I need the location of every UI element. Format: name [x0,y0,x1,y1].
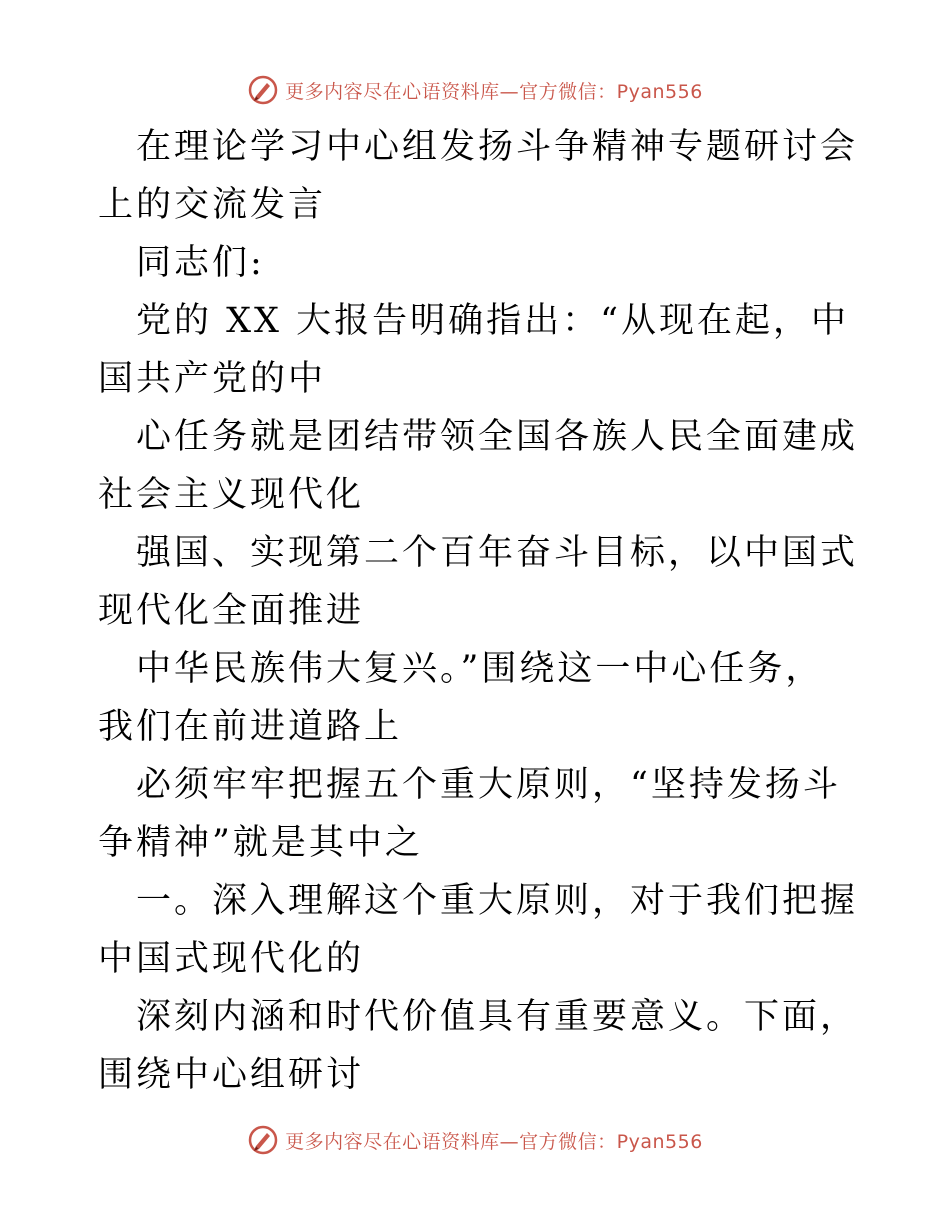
paragraph-line: 心任务就是团结带领全国各族人民全面建成社会主义现代化 [98,417,859,515]
pen-circle-logo-icon [247,1124,279,1156]
watermark-text: 更多内容尽在心语资料库—官方微信：Pyan556 [285,80,703,103]
pen-circle-logo-icon [247,74,279,106]
paragraph-line: 强国、实现第二个百年奋斗目标，以中国式现代化全面推进 [98,533,859,631]
paragraph-line: 一。深入理解这个重大原则，对于我们把握中国式现代化的 [98,881,859,979]
watermark-text: 更多内容尽在心语资料库—官方微信：Pyan556 [285,1130,703,1153]
paragraph-line: 中华民族伟大复兴。”围绕这一中心任务，我们在前进道路上 [98,649,824,747]
document-title: 在理论学习中心组发扬斗争精神专题研讨会上的交流发言 [98,127,859,225]
salutation: 同志们: [136,243,265,283]
document-body [98,118,858,1104]
footer-watermark [0,1120,950,1160]
paragraph-line: 党的 XX 大报告明确指出：“从现在起，中国共产党的中 [98,301,849,399]
paragraph-line: 深刻内涵和时代价值具有重要意义。下面，围绕中心组研讨 [98,997,859,1095]
paragraph-line: 必须牢牢把握五个重大原则，“坚持发扬斗争精神”就是其中之 [98,765,841,863]
header-watermark [0,70,950,110]
